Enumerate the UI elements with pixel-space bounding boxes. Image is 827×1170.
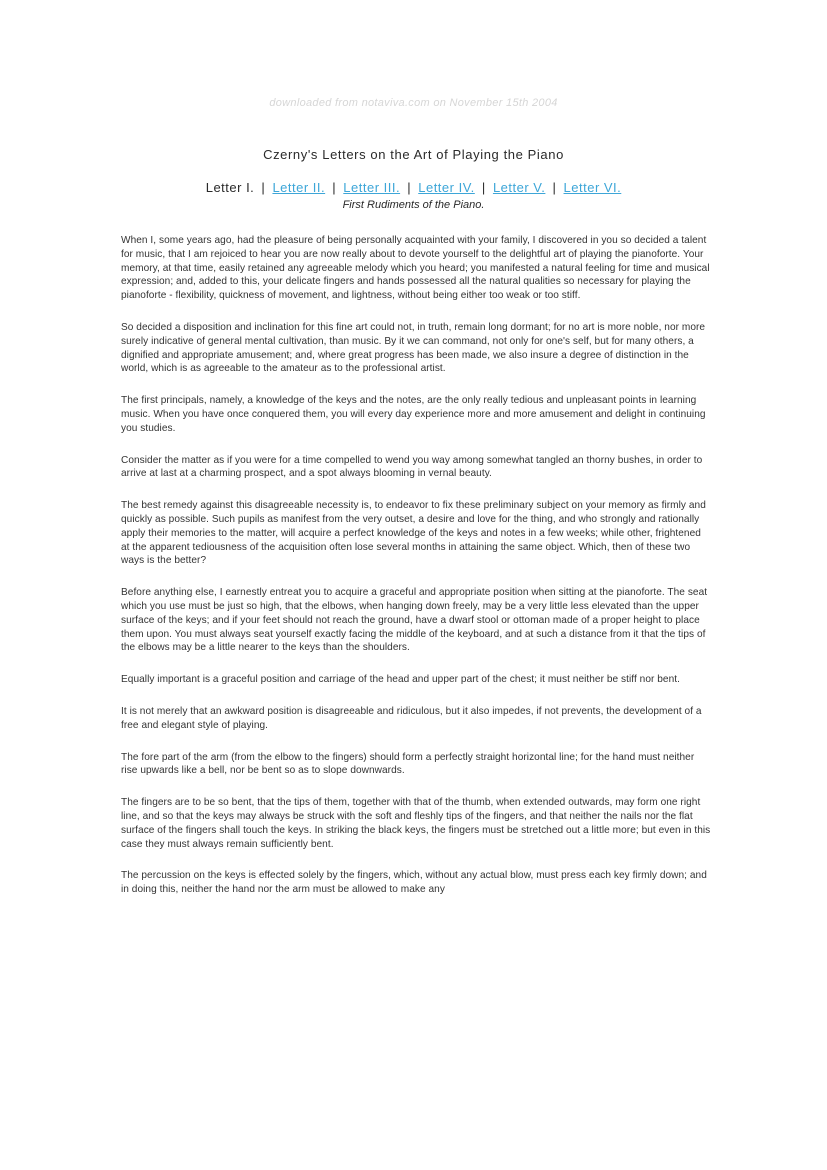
letter-navigation [0,180,827,195]
letter-vi-link[interactable]: Letter VI. [563,180,622,195]
body-paragraph: It is not merely that an awkward position is disagreeable and ridiculous, but it also impedes, if not prevents, the development of a free and elegant style of playing. [121,705,702,731]
current-letter-label: Letter I. [205,180,255,195]
body-paragraph: The best remedy against this disagreeable necessity is, to endeavor to fix these preliminary subject on your memory as firmly and quickly as possible. Such pupils as manifest from the very outset, a desire and love for the thing, and who strongly and rationally apply their memories to the matter, will acquire a perfect knowledge of the keys and notes in a few weeks; while other, frightened at the apparent tediousness of the acquisition often lose several months in attaining the same object. Which, then of these two ways is the better? [121,500,706,567]
body-paragraph: So decided a disposition and inclination for this fine art could not, in truth, remain long dormant; for no art is more noble, nor more surely indicative of general mental cultivation, than music. By it we can command, not only for one's self, but for many others, a dignified and appropriate amusement; and, where great progress has been made, we also insure a degree of distinction in the world, which is as agreeable to the amateur as to the professional artist. [121,321,706,375]
body-paragraph: The fingers are to be so bent, that the tips of them, together with that of the thumb, when extended outwards, may form one right line, and so that the keys may always be struck with the soft and fleshly tips of the fingers, and that neither the nails nor the flat surface of the fingers shall touch the keys. In striking the black keys, the fingers must be stretched out a little more; but even in this case they must always remain sufficiently bent. [121,797,711,850]
letter-iii-link[interactable]: Letter III. [343,180,401,195]
letter-ii-link[interactable]: Letter II. [272,180,326,195]
body-paragraph: Equally important is a graceful position and carriage of the head and upper part of the chest; it must neither be stiff nor bent. [121,674,680,686]
body-paragraph: The percussion on the keys is effected solely by the fingers, which, without any actual blow, must press each key firmly down; and in doing this, neither the hand nor the arm must be allowed to make any [121,870,707,896]
letter-body [121,234,711,915]
body-paragraph: Consider the matter as if you were for a time compelled to wend you way among somewhat tangled an thorny bushes, in order to arrive at last at a charming prospect, and a spot always blooming in vernal beauty. [121,454,703,480]
download-watermark: downloaded from notaviva.com on November 15th 2004 [269,97,558,109]
nav-separator: | [481,180,486,195]
nav-separator: | [407,180,412,195]
body-paragraph: Before anything else, I earnestly entreat you to acquire a graceful and appropriate position when sitting at the pianoforte. The seat which you use must be just so high, that the elbows, when hanging down freely, may be a very little less elevated than the upper surface of the keys; and if your feet should not reach the ground, have a dwarf stool or ottoman made of a proper height to place them upon. You must always seat yourself exactly facing the middle of the keyboard, and at such a distance from it that the tips of the elbows may be a little nearer to the keys than the shoulders. [121,587,708,654]
document-title: Czerny's Letters on the Art of Playing the Piano [263,147,564,162]
letter-iv-link[interactable]: Letter IV. [418,180,475,195]
body-paragraph: The fore part of the arm (from the elbow to the fingers) should form a perfectly straight horizontal line; for the hand must neither rise upwards like a bell, nor be bent so as to slope downwards. [121,751,695,777]
letter-subtitle: First Rudiments of the Piano. [342,199,485,211]
letter-v-link[interactable]: Letter V. [492,180,546,195]
body-paragraph: The first principals, namely, a knowledge of the keys and the notes, are the only really tedious and unpleasant points in learning music. When you have once conquered them, you will every day experience more and more amusement and delight in continuing you studies. [121,395,706,434]
nav-separator: | [261,180,266,195]
nav-separator: | [552,180,557,195]
nav-separator: | [332,180,337,195]
body-paragraph: When I, some years ago, had the pleasure of being personally acquainted with your family, I discovered in you so decided a talent for music, that I am rejoiced to hear you are now really about to devote yourself to the delightful art of playing the pianoforte. Your memory, at that time, easily retained any agreeable melody which you heard; you manifested a natural feeling for time and musical expression; and, added to this, your delicate fingers and hands possessed all the natural qualities so necessary for playing the pianoforte - flexibility, quickness of movement, and lightness, without being either too weak or too stiff. [121,235,710,302]
